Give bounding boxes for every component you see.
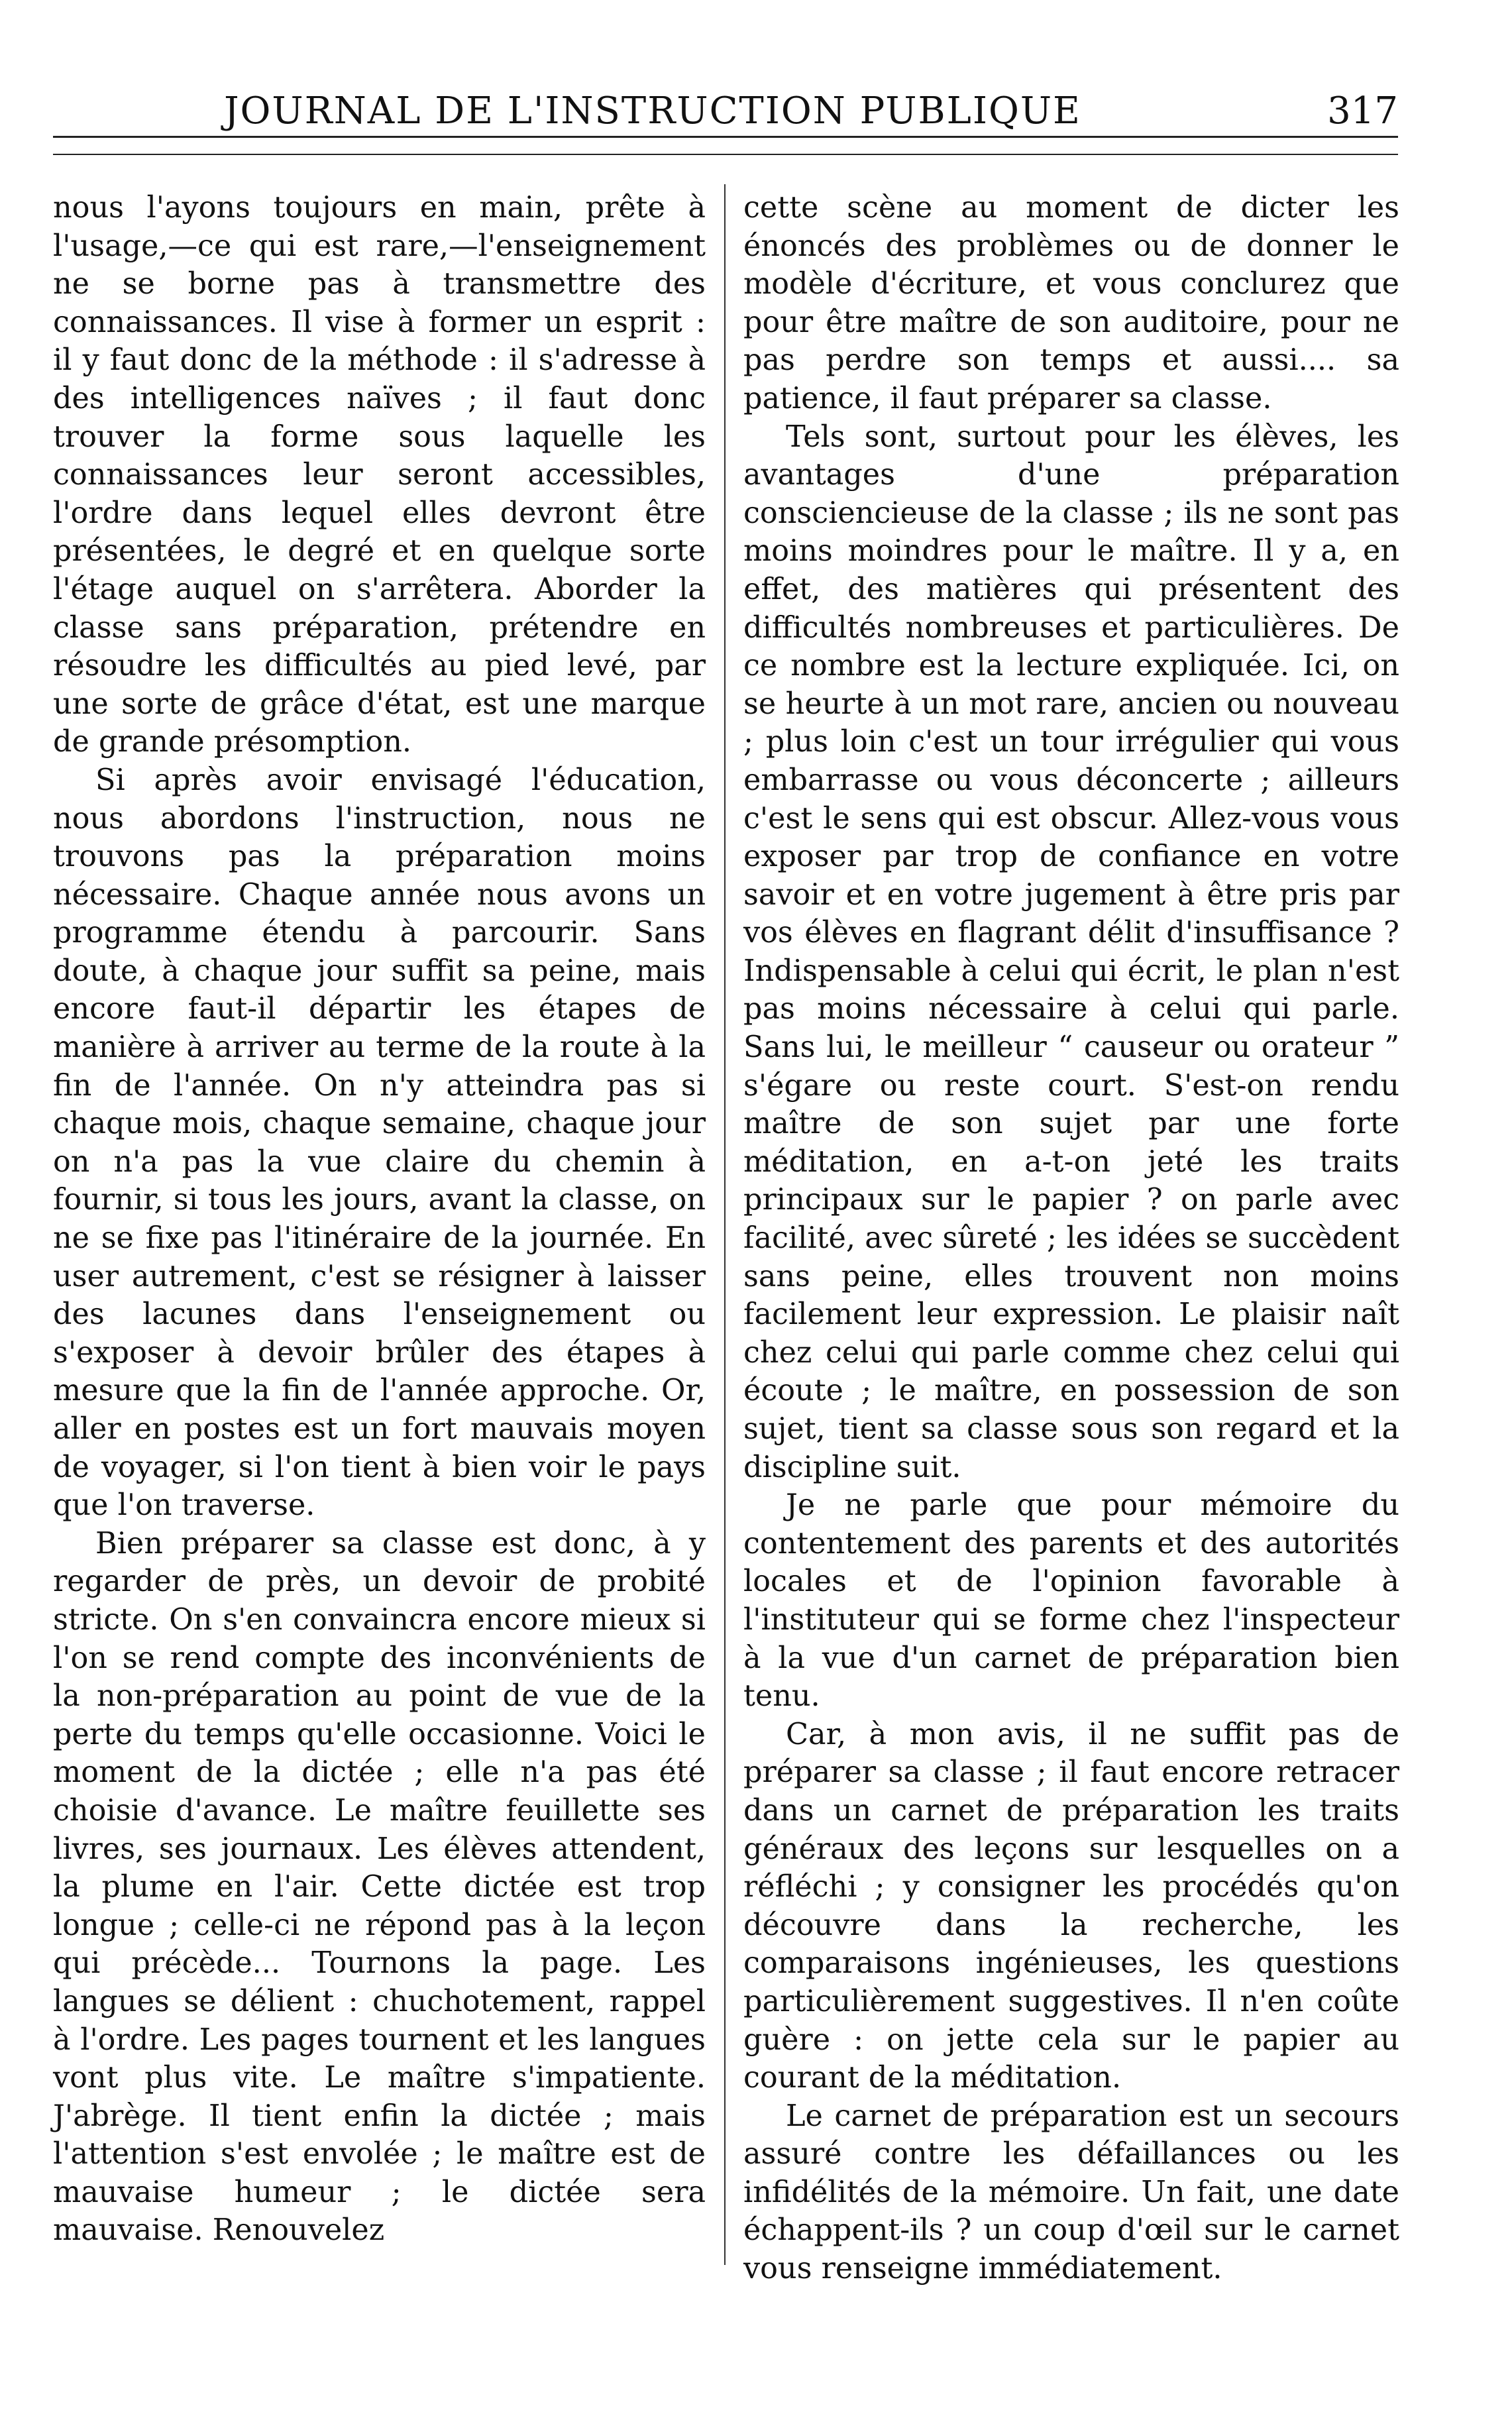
paragraph: Si après avoir envisagé l'éducation, nous abordons l'instruction, nous ne trouvons pas la préparation moins nécessaire. Chaque année nous avons un programme étendu à parcourir. Sans doute, à chaque jour suffit sa peine, mais encore faut-il départir les étapes de manière à arriver au terme de la route à la fin de l'année. On n'y atteindra pas si chaque mois, chaque semaine, chaque jour on n'a pas la vue claire du chemin à fournir, si tous les jours, avant la classe, on ne se fixe pas l'itinéraire de la journée. En user autrement, c'est se résigner à laisser des lacunes dans l'enseignement ou s'exposer à devoir brûler des étapes à mesure que la fin de l'année approche. Or, aller en postes est un fort mauvais moyen de voyager, si l'on tient à bien voir le pays que l'on traverse. <box>53 763 706 1523</box>
paragraph: Car, à mon avis, il ne suffit pas de préparer sa classe ; il faut encore retracer dans un carnet de préparation les traits généraux des leçons sur lesquelles on a réfléchi ; y consigner les procédés qu'on découvre dans la recherche, les comparaisons ingénieuses, les questions particulièrement suggestives. Il n'en coûte guère : on jette cela sur le papier au courant de la méditation. <box>743 1717 1399 2095</box>
paragraph: Je ne parle que pour mémoire du contentement des parents et des autorités locales et de l'opinion favorable à l'instituteur qui se forme chez l'inspecteur à la vue d'un carnet de préparation bien tenu. <box>743 1488 1399 1714</box>
paragraph: Tels sont, surtout pour les élèves, les avantages d'une préparation consciencieuse de la classe ; ils ne sont pas moins moindres pour le maître. Il y a, en effet, des matières qui présentent des difficultés nombreuses et particulières. De ce nombre est la lecture expliquée. Ici, on se heurte à un mot rare, ancien ou nouveau ; plus loin c'est un tour irrégulier qui vous embarrasse ou vous déconcerte ; ailleurs c'est le sens qui est obscur. Allez-vous vous exposer par trop de confiance en votre savoir et en votre jugement à être pris par vos élèves en flagrant délit d'insuffisance ? Indispensable à celui qui écrit, le plan n'est pas moins nécessaire à celui qui parle. Sans lui, le meilleur “ causeur ou orateur ” s'égare ou reste court. S'est-on rendu maître de son sujet par une forte méditation, en a-t-on jeté les traits principaux sur le papier ? on parle avec facilité, avec sûreté ; les idées se succèdent sans peine, elles trouvent non moins facilement leur expression. Le plaisir naît chez celui qui parle comme chez celui qui écoute ; le maître, en possession de son sujet, tient sa classe sous son regard et la discipline suit. <box>743 419 1399 1484</box>
column-divider <box>724 184 726 2265</box>
paragraph: Le carnet de préparation est un secours assuré contre les défaillances ou les infidélités de la mémoire. Un fait, une date échappent-ils ? un coup d'œil sur le carnet vous renseigne immédiatement. <box>743 2099 1399 2286</box>
paragraph: cette scène au moment de dicter les énoncés des problèmes ou de donner le modèle d'écriture, et vous conclurez que pour être maître de son auditoire, pour ne pas perdre son temps et aussi.... sa patience, il faut préparer sa classe. <box>743 191 1399 415</box>
paragraph: nous l'ayons toujours en main, prête à l'usage,—ce qui est rare,—l'enseignement ne se borne pas à transmettre des connaissances. Il vise à former un esprit : il y faut donc de la méthode : il s'adresse à des intelligences naïves ; il faut donc trouver la forme sous laquelle les connaissances leur seront accessibles, l'ordre dans lequel elles devront être présentées, le degré et en quelque sorte l'étage auquel on s'arrêtera. Aborder la classe sans préparation, prétendre en résoudre les difficultés au pied levé, par une sorte de grâce d'état, est une marque de grande présomption. <box>53 191 706 759</box>
page-number: 317 <box>1327 89 1398 133</box>
header-rule-top <box>53 136 1398 138</box>
journal-title: JOURNAL DE L'INSTRUCTION PUBLIQUE <box>224 89 1081 133</box>
running-head <box>53 89 1398 136</box>
left-column <box>53 189 706 2250</box>
right-column <box>743 189 1399 2288</box>
paragraph: Bien préparer sa classe est donc, à y regarder de près, un devoir de probité stricte. On s'en convaincra encore mieux si l'on se rend compte des inconvénients de la non-préparation au point de vue de la perte du temps qu'elle occasionne. Voici le moment de la dictée ; elle n'a pas été choisie d'avance. Le maître feuillette ses livres, ses journaux. Les élèves attendent, la plume en l'air. Cette dictée est trop longue ; celle-ci ne répond pas à la leçon qui précède... Tournons la page. Les langues se délient : chuchotement, rappel à l'ordre. Les pages tournent et les langues vont plus vite. Le maître s'impatiente. J'abrège. Il tient enfin la dictée ; mais l'attention s'est envolée ; le maître est de mauvaise humeur ; le dictée sera mauvaise. Renouvelez <box>53 1526 706 2248</box>
header-rule-bottom <box>53 154 1398 155</box>
